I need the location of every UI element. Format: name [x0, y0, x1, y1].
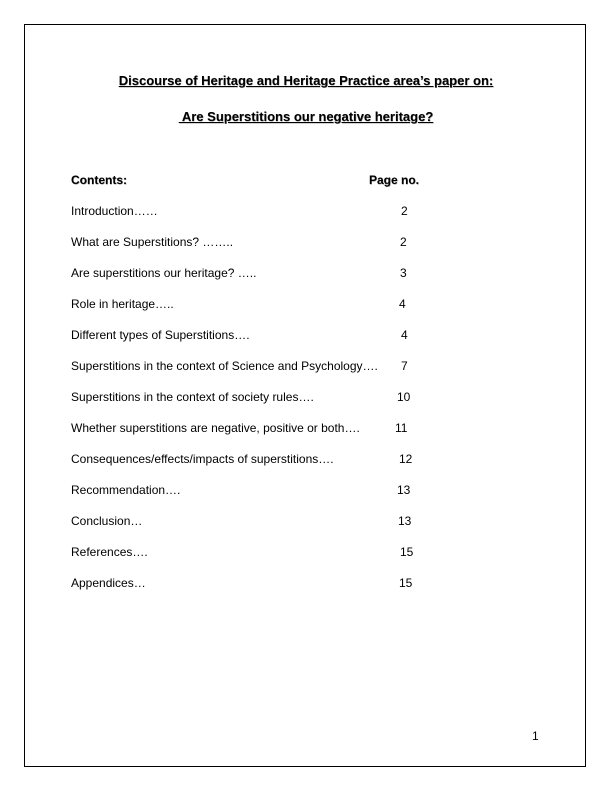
toc-page: 2 [400, 235, 407, 249]
toc-row-heritage [0, 266, 612, 284]
contents-heading: Contents: [71, 173, 127, 187]
toc-row-science-psychology [0, 359, 612, 377]
toc-page: 2 [401, 204, 408, 218]
toc-row-recommendation [0, 483, 612, 501]
toc-label: Introduction…… [71, 204, 158, 218]
toc-row-introduction [0, 204, 612, 222]
toc-label: Conclusion… [71, 514, 143, 528]
toc-row-society-rules [0, 390, 612, 408]
toc-row-appendices [0, 576, 612, 594]
page-no-heading: Page no. [369, 173, 420, 187]
toc-row-consequences [0, 452, 612, 470]
toc-label: Superstitions in the context of Science and Psychology…. [71, 359, 378, 373]
toc-page: 4 [399, 297, 406, 311]
toc-page: 3 [400, 266, 407, 280]
toc-page: 13 [398, 514, 412, 528]
toc-page: 13 [397, 483, 411, 497]
toc-label: What are Superstitions? …….. [71, 235, 234, 249]
toc-label: Recommendation…. [71, 483, 181, 497]
toc-label: References…. [71, 545, 148, 559]
toc-label: Different types of Superstitions…. [71, 328, 250, 342]
toc-page: 7 [401, 359, 408, 373]
toc-label: Whether superstitions are negative, positive or both…. [71, 421, 360, 435]
toc-page: 4 [401, 328, 408, 342]
toc-label: Role in heritage….. [71, 297, 174, 311]
toc-label: Superstitions in the context of society rules…. [71, 390, 314, 404]
toc-page: 15 [400, 545, 414, 559]
footer-page-number: 1 [532, 729, 539, 743]
document-title-line-1: Discourse of Heritage and Heritage Practice area’s paper on: [118, 73, 494, 88]
toc-page: 11 [395, 421, 408, 435]
document-title-line-2: Are Superstitions our negative heritage? [178, 109, 434, 124]
toc-row-references [0, 545, 612, 563]
toc-label: Are superstitions our heritage? ….. [71, 266, 257, 280]
toc-page: 15 [399, 576, 413, 590]
toc-page: 10 [397, 390, 411, 404]
toc-row-negative-positive [0, 421, 612, 439]
toc-page: 12 [399, 452, 413, 466]
toc-row-types [0, 328, 612, 346]
toc-row-conclusion [0, 514, 612, 532]
toc-label: Consequences/effects/impacts of superstitions…. [71, 452, 334, 466]
toc-row-what-are-superstitions [0, 235, 612, 253]
toc-label: Appendices… [71, 576, 146, 590]
toc-row-role-in-heritage [0, 297, 612, 315]
